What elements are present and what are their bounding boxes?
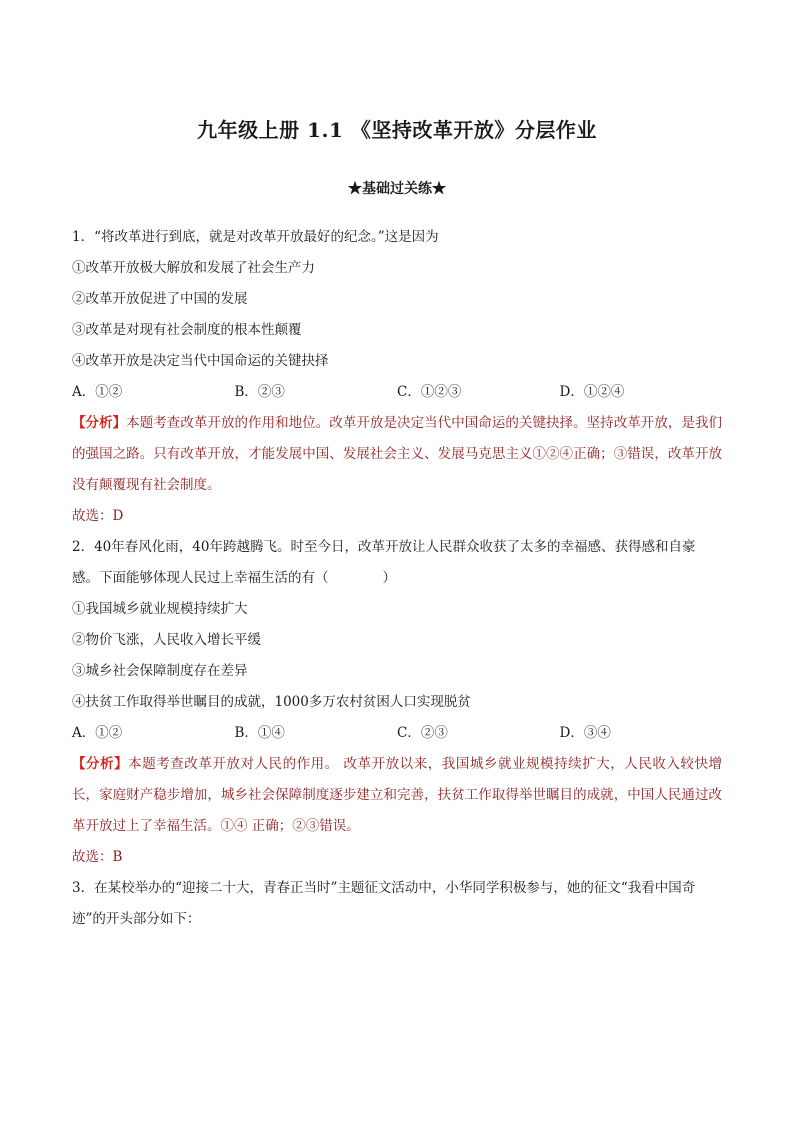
question-2-option-2: ②物价飞涨，人民收入增长平缓 <box>72 632 261 648</box>
question-1-analysis <box>72 408 722 501</box>
question-1-option-1: ①改革开放极大解放和发展了社会生产力 <box>72 260 315 276</box>
question-3-stem: 3．在某校举办的“迎接二十大，青春正当时”主题征文活动中，小华同学积极参与，她的征文“我看中国奇迹”的开头部分如下： <box>72 880 696 927</box>
question-2-analysis <box>72 749 722 842</box>
choice-b: B．①④ <box>234 725 285 741</box>
question-2-option-4: ④扶贫工作取得举世瞩目的成就，1000多万农村贫困人口实现脱贫 <box>72 694 471 710</box>
question-2-stem: 2．40年春风化雨，40年跨越腾飞。时至今日，改革开放让人民群众收获了太多的幸福感、获得感和自豪感。下面能够体现人民过上幸福生活的有（ ） <box>72 539 696 586</box>
page-title: 九年级上册 1.1 《坚持改革开放》分层作业 <box>197 118 597 142</box>
choice-d: D．①②④ <box>559 384 625 400</box>
analysis-tag: 【分析】 <box>72 415 127 431</box>
question-list <box>72 222 722 935</box>
choice-c: C．①②③ <box>397 384 462 400</box>
analysis-text: 本题考查改革开放对人民的作用。 改革开放以来，我国城乡就业规模持续扩大，人民收入较快增长，家庭财产稳步增加，城乡社会保障制度逐步建立和完善，扶贫工作取得举世瞩目的成就，中国人民通过改革开放过上了幸福生活。①④ 正确；②③错误。 <box>72 756 723 834</box>
question-1-option-3: ③改革是对现有社会制度的根本性颠覆 <box>72 322 302 338</box>
question-2-choices <box>72 718 722 749</box>
choice-a: A．①② <box>72 384 123 400</box>
choice-c: C．②③ <box>397 725 448 741</box>
section-heading: ★基础过关练★ <box>348 181 446 197</box>
choice-a: A．①② <box>72 725 123 741</box>
question-2-option-3: ③城乡社会保障制度存在差异 <box>72 663 248 679</box>
choice-b: B．②③ <box>234 384 285 400</box>
question-1-stem: 1．“将改革进行到底，就是对改革开放最好的纪念。”这是因为 <box>72 229 439 245</box>
question-2-option-1: ①我国城乡就业规模持续扩大 <box>72 601 248 617</box>
question-1-option-4: ④改革开放是决定当代中国命运的关键抉择 <box>72 353 329 369</box>
question-1-choices <box>72 377 722 408</box>
analysis-tag: 【分析】 <box>72 756 129 772</box>
question-2-answer: 故选：B <box>72 849 123 865</box>
analysis-text: 本题考查改革开放的作用和地位。改革开放是决定当代中国命运的关键抉择。坚持改革开放，是我们的强国之路。只有改革开放，才能发展中国、发展社会主义、发展马克思主义①②④正确；③错误，改革开放没有颠覆现有社会制度。 <box>72 415 723 493</box>
question-1-option-2: ②改革开放促进了中国的发展 <box>72 291 248 307</box>
question-1-answer: 故选：D <box>72 508 124 524</box>
choice-d: D．③④ <box>559 725 611 741</box>
